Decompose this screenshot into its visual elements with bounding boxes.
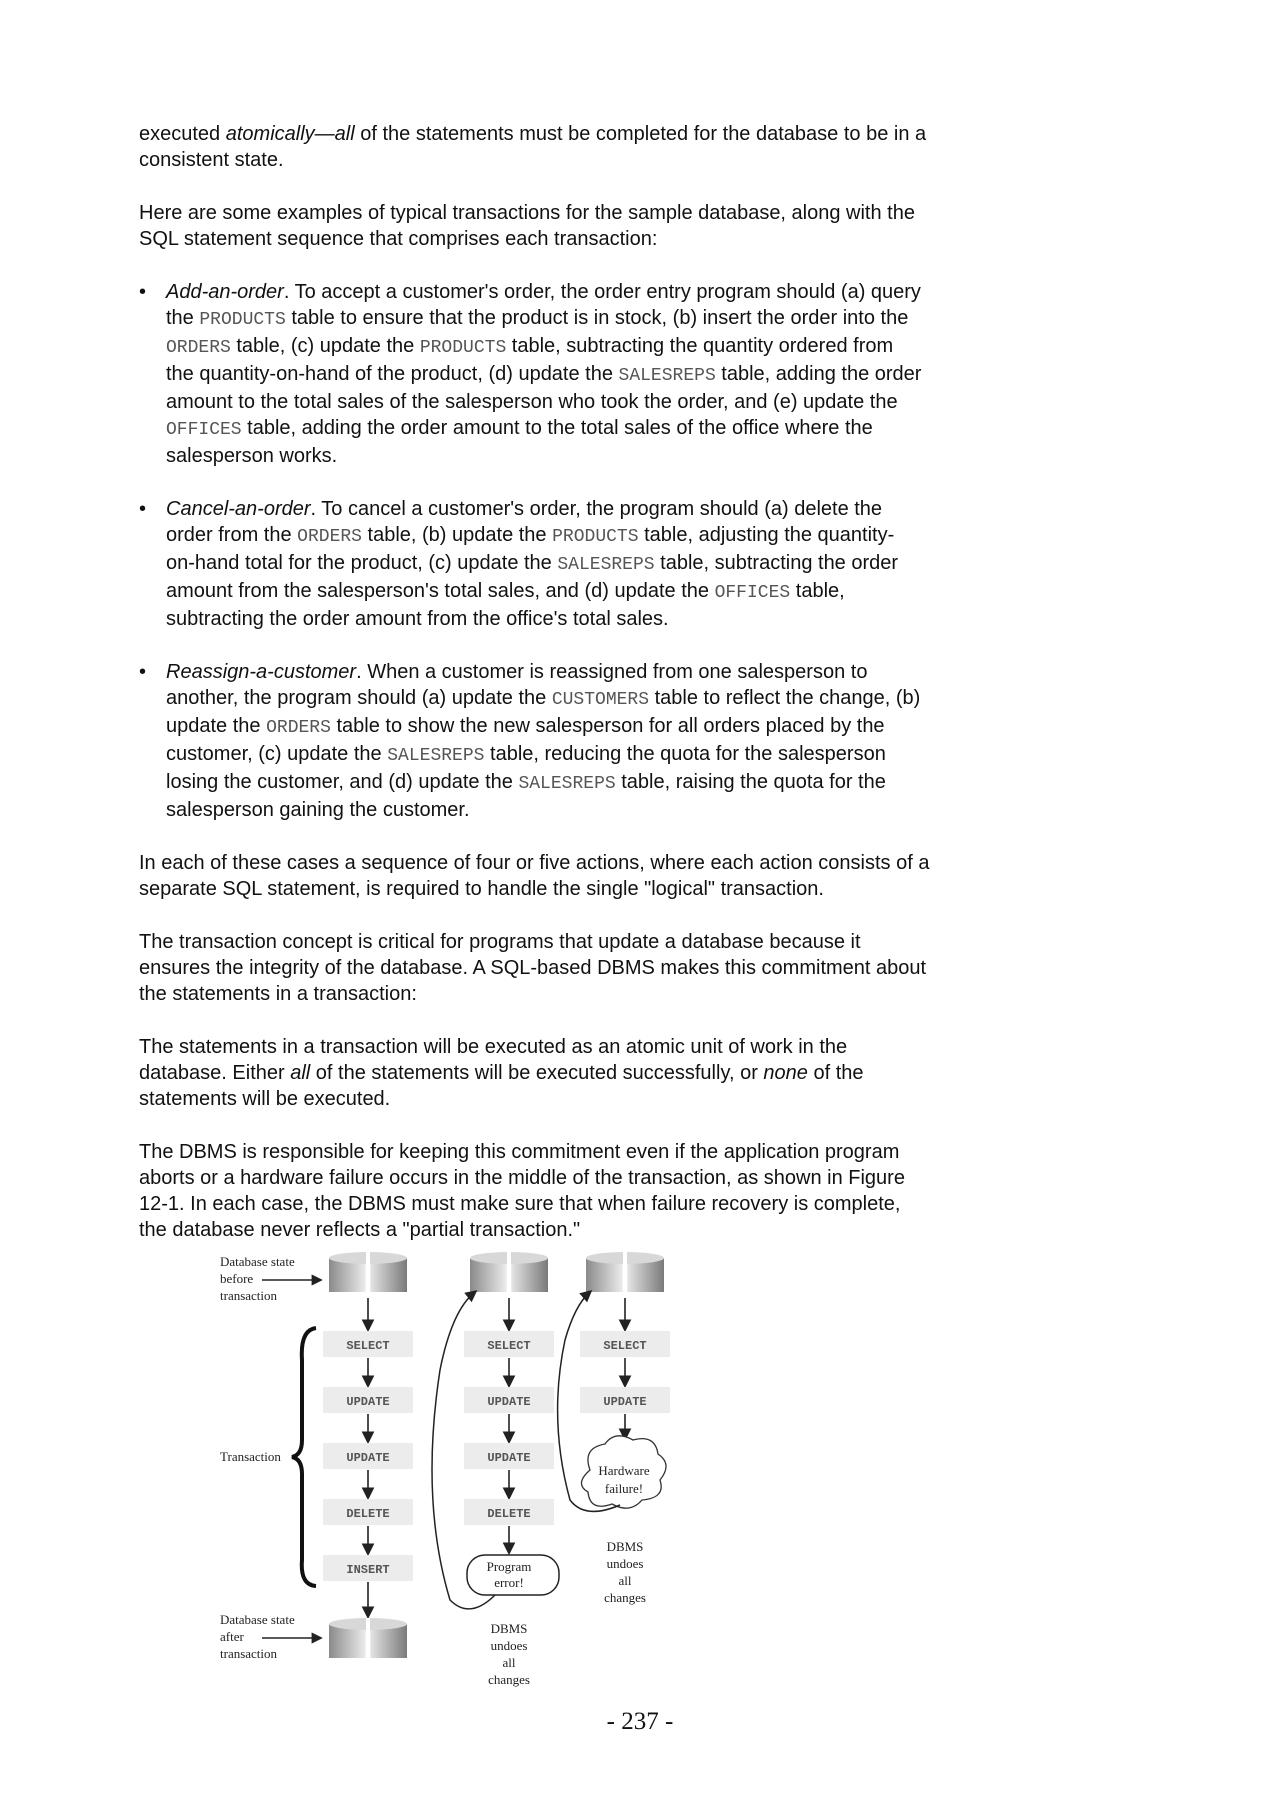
text-run: order from the [166,524,298,546]
text-run: table, (c) update the [230,335,420,357]
text-run: table, adjusting the quantity- [638,524,895,546]
figure-label: error! [494,1575,524,1590]
sql-statement-label: SELECT [346,1339,390,1353]
text-run: . To accept a customer's order, the order entry program should (a) query [283,281,921,303]
emphasis-text: Add-an-order [166,281,284,303]
table-name-code: PRODUCTS [552,527,639,547]
text-run: the statements in a transaction: [139,983,417,1005]
sql-statement-label: DELETE [487,1507,531,1521]
text-run: executed [139,123,226,145]
text-run: SQL statement sequence that comprises each transaction: [139,228,658,250]
text-run: aborts or a hardware failure occurs in the middle of the transaction, as shown in Figure [139,1167,905,1189]
emphasis-text: all [290,1062,311,1084]
text-run: table, raising the quota for the [615,771,886,793]
table-name-code: SALESREPS [518,774,616,794]
text-run: subtracting the order amount from the office's total sales. [166,608,669,630]
figure-label: transaction [220,1288,278,1303]
database-cylinder-before-gap [623,1252,627,1292]
figure-label: DBMS [606,1539,644,1554]
figure-label: after [220,1629,244,1644]
sql-statement-label: DELETE [346,1507,390,1521]
sql-statement-label: SELECT [487,1339,531,1353]
table-name-code: SALESREPS [618,366,716,386]
bullet-icon: • [139,498,147,520]
page-number: - 237 - [606,1708,674,1735]
figure-label: undoes [606,1556,644,1571]
table-name-code: CUSTOMERS [551,690,650,710]
text-run: the [166,307,200,329]
figure-label: Database state [220,1254,295,1269]
text-run: table to show the new salesperson for all orders placed by the [330,715,885,737]
transaction-brace [292,1328,316,1586]
text-run: table, subtracting the quantity ordered from [506,335,894,357]
figure-label: all [502,1655,516,1670]
text-run: 12-1. In each case, the DBMS must make sure that when failure recovery is complete, [139,1193,901,1215]
figure-label: undoes [490,1638,528,1653]
text-run: separate SQL statement, is required to handle the single "logical" transaction. [139,878,824,900]
emphasis-text: Reassign-a-customer [166,661,357,683]
sql-statement-label: UPDATE [346,1395,390,1409]
text-run: the database never reflects a "partial transaction." [139,1219,581,1241]
figure-label: failure! [604,1481,644,1496]
sql-statement-label: UPDATE [487,1395,531,1409]
sql-statement-label: UPDATE [487,1451,531,1465]
text-run: of the [807,1062,864,1084]
table-name-code: PRODUCTS [419,338,507,358]
text-run: amount to the total sales of the salesperson who took the order, and (e) update the [166,391,898,413]
table-name-code: ORDERS [166,338,231,358]
text-run: of the statements will be executed successfully, or [310,1062,764,1084]
emphasis-text: Cancel-an-order [166,498,311,520]
text-run: table, reducing the quota for the salesperson [484,743,886,765]
transaction-label: Transaction [220,1449,281,1464]
text-run: table, adding the order [715,363,922,385]
table-name-code: ORDERS [266,718,331,738]
figure-label: before [220,1271,254,1286]
text-run: on-hand total for the product, (c) update the [166,552,558,574]
bullet-icon: • [139,661,147,683]
sql-statement-label: INSERT [346,1563,390,1577]
bullet-icon: • [139,281,147,303]
text-run: ensures the integrity of the database. A SQL-based DBMS makes this commitment about [139,957,927,979]
text-run: In each of these cases a sequence of four or five actions, where each action consists of a [139,852,930,874]
figure-label: DBMS [490,1621,528,1636]
sql-statement-label: SELECT [603,1339,647,1353]
sql-statement-label: UPDATE [603,1395,647,1409]
text-run: the quantity-on-hand of the product, (d) update the [166,363,619,385]
text-run: of the statements must be completed for the database to be in a [354,123,927,145]
figure-label: Database state [220,1612,295,1627]
text-run: losing the customer, and (d) update the [166,771,519,793]
text-run: table, adding the order amount to the total sales of the office where the [241,417,873,439]
table-name-code: ORDERS [297,527,362,547]
text-run: The DBMS is responsible for keeping this commitment even if the application program [139,1141,900,1163]
figure-label: Program [486,1559,532,1574]
text-run: table to ensure that the product is in stock, (b) insert the order into the [285,307,909,329]
table-name-code: OFFICES [166,420,242,440]
emphasis-text: none [763,1062,808,1084]
emphasis-text: atomically—all [225,123,355,145]
text-run: table, (b) update the [361,524,553,546]
database-cylinder-before-gap [507,1252,511,1292]
text-run: Here are some examples of typical transactions for the sample database, along with the [139,202,915,224]
text-run: The transaction concept is critical for programs that update a database because it [139,931,861,953]
text-run: table to reflect the change, (b) [649,687,921,709]
text-run: another, the program should (a) update the [166,687,552,709]
text-run: consistent state. [139,149,284,171]
table-name-code: SALESREPS [557,555,655,575]
text-run: salesperson gaining the customer. [166,799,470,821]
text-run: The statements in a transaction will be executed as an atomic unit of work in the [139,1036,848,1058]
figure-label: changes [604,1590,646,1605]
text-run: database. Either [139,1062,291,1084]
figure-label: all [618,1573,632,1588]
text-run: table, subtracting the order [654,552,899,574]
text-run: table, [790,580,845,602]
database-cylinder-after-gap [366,1618,370,1658]
text-run: . To cancel a customer's order, the program should (a) delete the [310,498,883,520]
text-run: amount from the salesperson's total sales, and (d) update the [166,580,715,602]
sql-statement-label: UPDATE [346,1451,390,1465]
text-run: customer, (c) update the [166,743,388,765]
table-name-code: SALESREPS [387,746,485,766]
text-run: statements will be executed. [139,1088,391,1110]
table-name-code: PRODUCTS [199,310,286,330]
text-run: update the [166,715,267,737]
database-cylinder-before-gap [366,1252,370,1292]
text-run: . When a customer is reassigned from one salesperson to [356,661,868,683]
figure-label: Hardware [598,1463,650,1478]
text-run: salesperson works. [166,445,338,467]
table-name-code: OFFICES [714,583,791,603]
figure-label: changes [488,1672,530,1687]
figure-label: transaction [220,1646,278,1661]
